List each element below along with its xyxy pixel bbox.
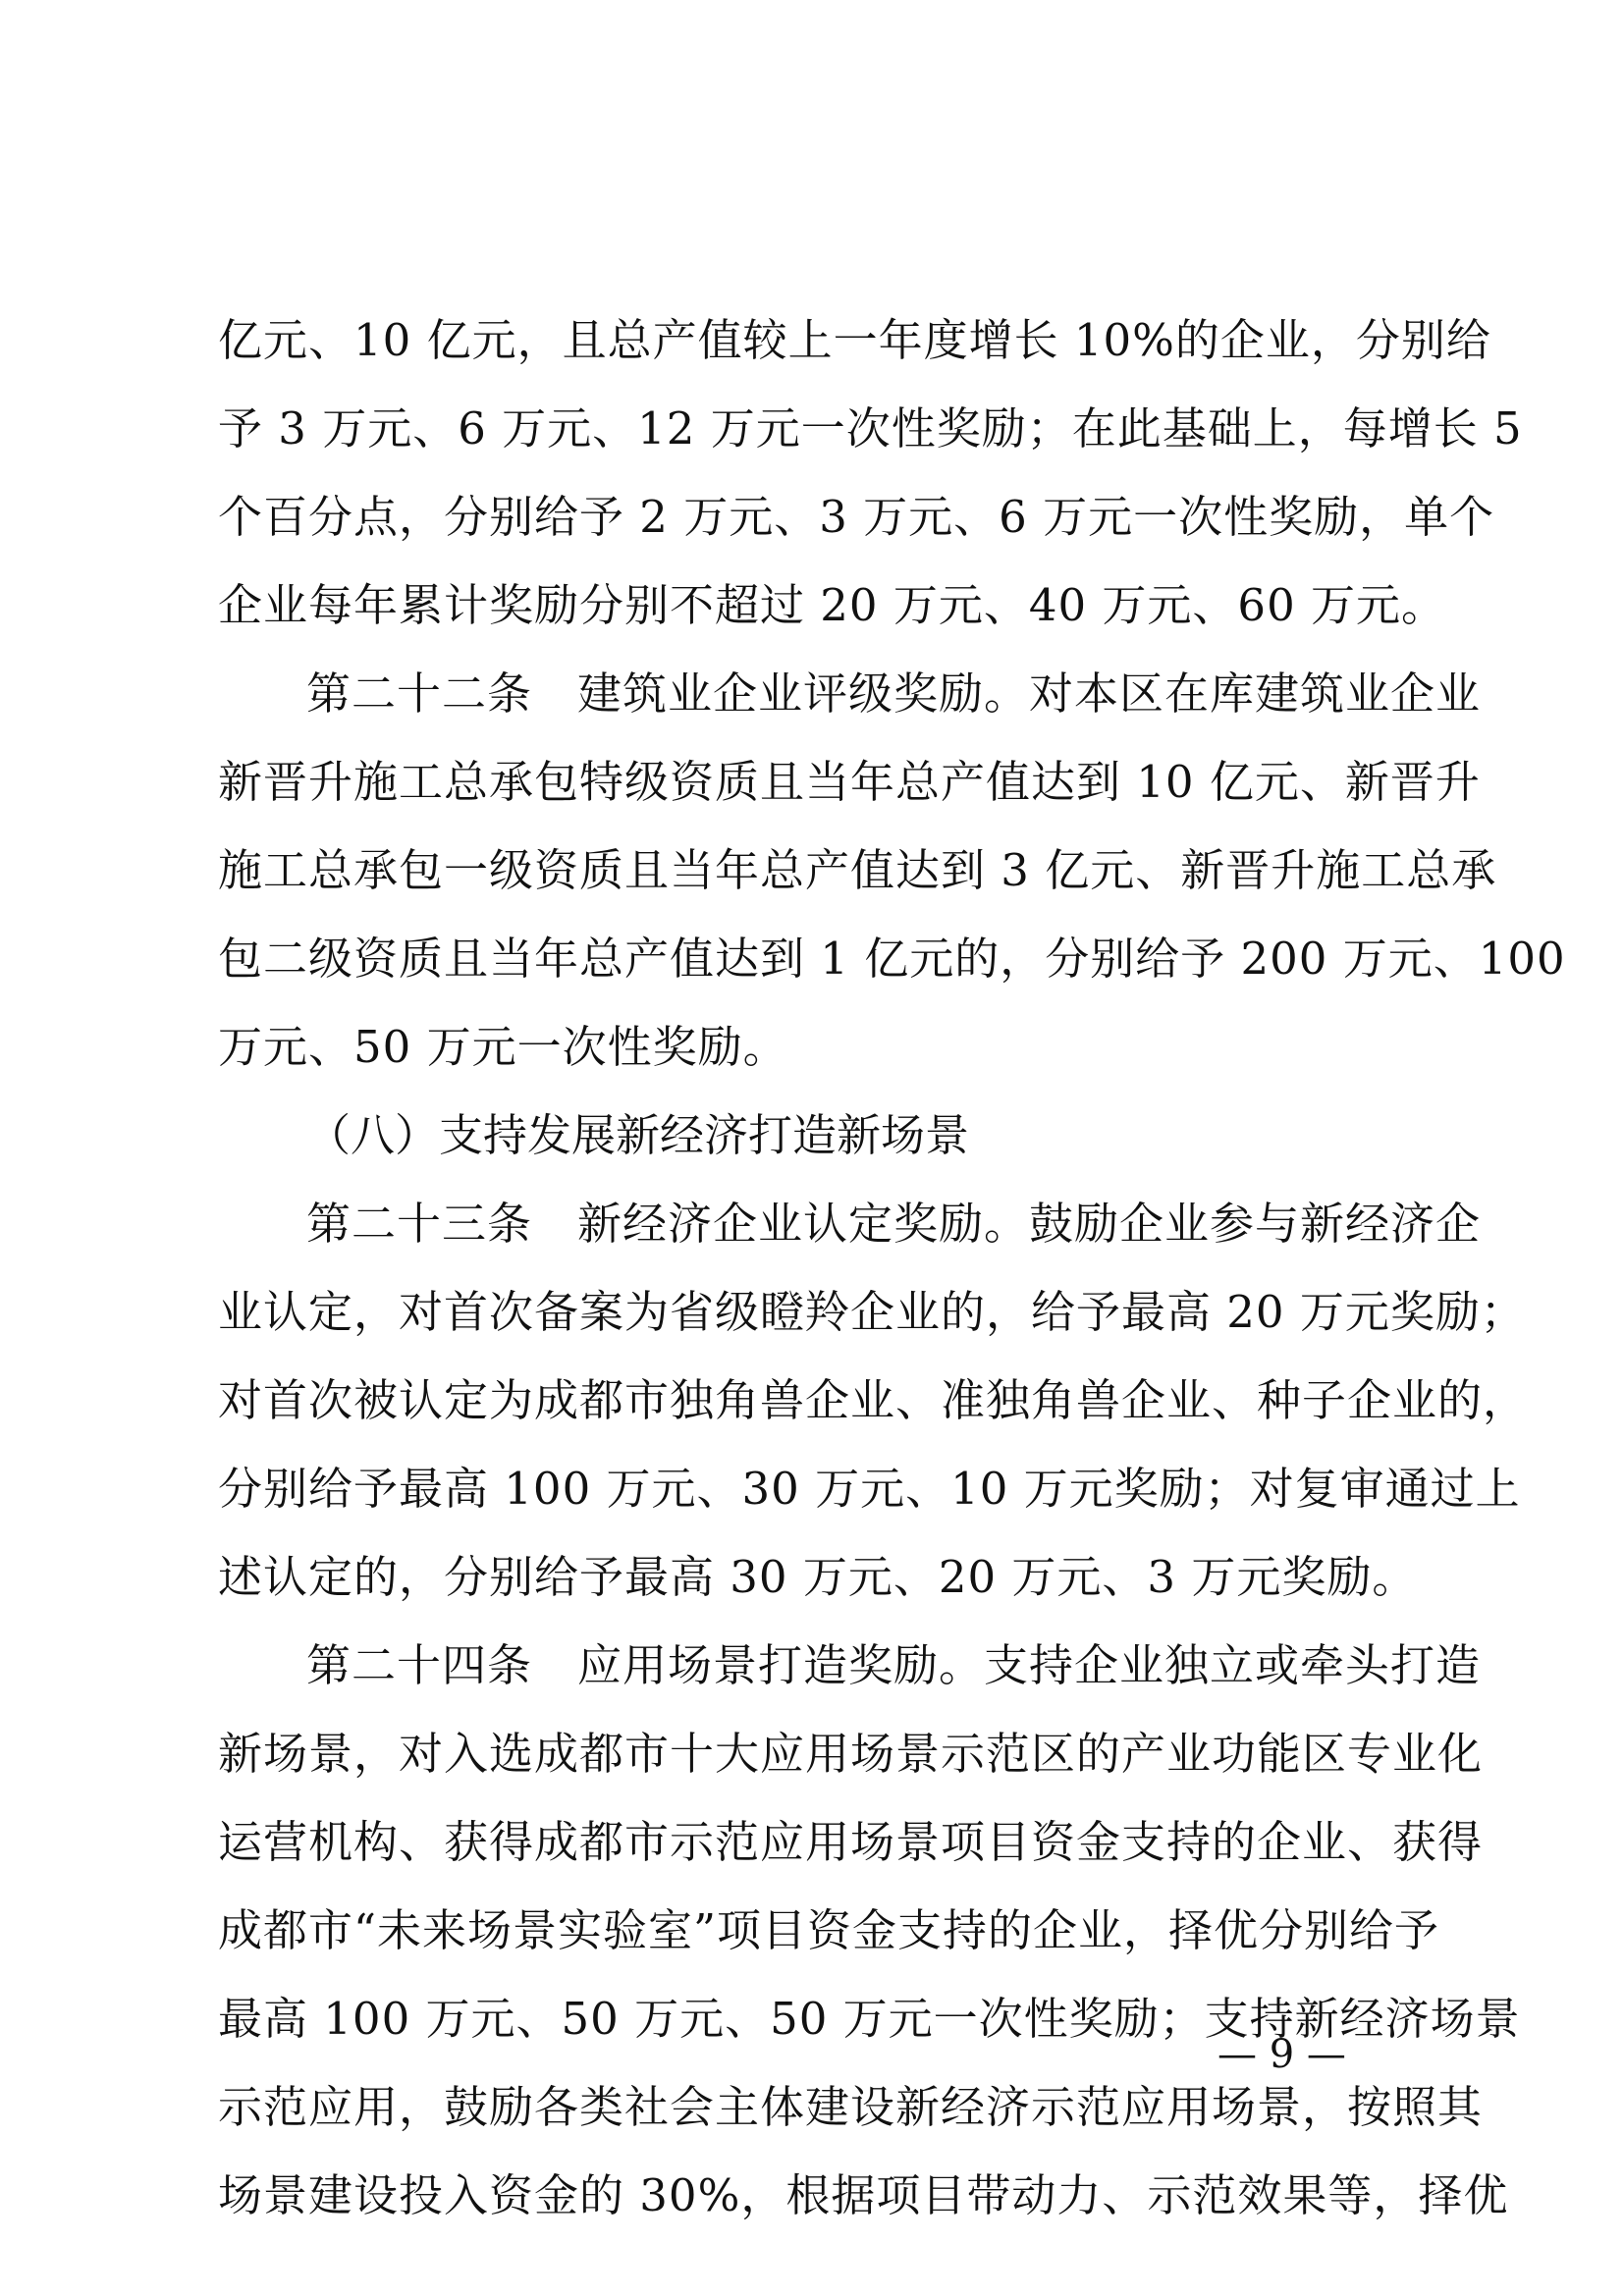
paragraph-article-23 [218, 1180, 1529, 1622]
text-line: 最高 100 万元、50 万元、50 万元一次性奖励；支持新经济场景 [218, 1993, 1521, 2045]
text-line: 施工总承包一级资质且当年总产值达到 3 亿元、新晋升施工总承 [218, 844, 1497, 896]
text-line: 运营机构、获得成都市示范应用场景项目资金支持的企业、获得 [218, 1816, 1484, 1868]
text-line: 场景建设投入资金的 30%，根据项目带动力、示范效果等，择优 [218, 2169, 1509, 2221]
page-number: — 9 — [1217, 2032, 1346, 2077]
text-line: 万元、50 万元一次性奖励。 [218, 1021, 788, 1073]
text-line: 业认定，对首次备案为省级瞪羚企业的，给予最高 20 万元奖励； [218, 1286, 1526, 1338]
document-body [218, 296, 1566, 2240]
text-line: 个百分点，分别给予 2 万元、3 万元、6 万元一次性奖励，单个 [218, 491, 1495, 543]
text-line: 成都市“未来场景实验室”项目资金支持的企业，择优分别给予 [218, 1904, 1440, 1956]
text-line: 新晋升施工总承包特级资质且当年总产值达到 10 亿元、新晋升 [218, 756, 1481, 808]
paragraph-article-22 [218, 650, 1566, 1092]
paragraph-article-24 [218, 1622, 1521, 2240]
text-line: 新场景，对入选成都市十大应用场景示范区的产业功能区专业化 [218, 1728, 1484, 1780]
text-line: 亿元、10 亿元，且总产值较上一年度增长 10%的企业，分别给 [218, 314, 1491, 366]
text-line: 予 3 万元、6 万元、12 万元一次性奖励；在此基础上，每增长 5 [218, 402, 1523, 454]
text-line: 包二级资质且当年总产值达到 1 亿元的，分别给予 200 万元、100 [218, 933, 1566, 985]
text-line: 分别给予最高 100 万元、30 万元、10 万元奖励；对复审通过上 [218, 1463, 1521, 1515]
text-line: 企业每年累计奖励分别不超过 20 万元、40 万元、60 万元。 [218, 579, 1447, 631]
text-line: 第二十二条 建筑业企业评级奖励。对本区在库建筑业企业 [306, 667, 1482, 720]
section-heading: （八）支持发展新经济打造新场景 [306, 1109, 970, 1161]
text-line: 第二十三条 新经济企业认定奖励。鼓励企业参与新经济企 [306, 1198, 1482, 1250]
text-line: 示范应用，鼓励各类社会主体建设新经济示范应用场景，按照其 [218, 2081, 1484, 2133]
text-line: 对首次被认定为成都市独角兽企业、准独角兽企业、种子企业的， [218, 1374, 1529, 1426]
text-line: 第二十四条 应用场景打造奖励。支持企业独立或牵头打造 [306, 1639, 1482, 1691]
paragraph-continuation [218, 296, 1523, 650]
text-line: 述认定的，分别给予最高 30 万元、20 万元、3 万元奖励。 [218, 1551, 1418, 1603]
